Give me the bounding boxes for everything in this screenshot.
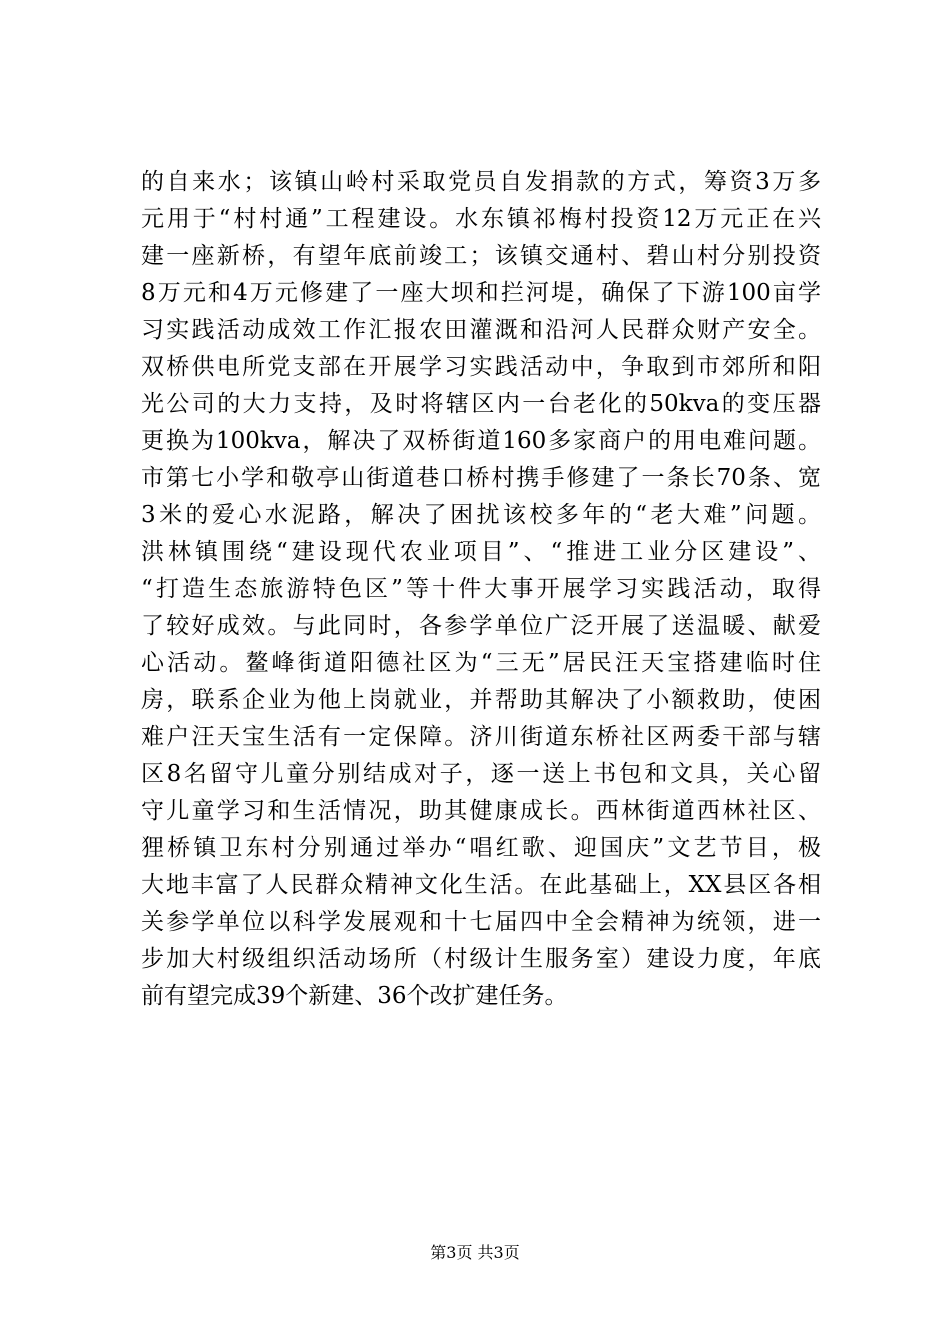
text-line: 前有望完成39个新建、36个改扩建任务。 xyxy=(141,983,568,1009)
text-line: 双桥供电所党支部在开展学习实践活动中，争取到市郊所和阳 xyxy=(141,354,821,380)
text-line: 房，联系企业为他上岗就业，并帮助其解决了小额救助，使困 xyxy=(141,687,821,713)
text-line: 3米的爱心水泥路，解决了困扰该校多年的“老大难”问题。 xyxy=(141,502,821,528)
text-line: 习实践活动成效工作汇报农田灌溉和沿河人民群众财产安全。 xyxy=(141,317,821,343)
text-line: 建一座新桥，有望年底前竣工；该镇交通村、碧山村分别投资 xyxy=(141,243,821,269)
page-number-footer: 第3页 共3页 xyxy=(430,1243,520,1262)
text-line: 市第七小学和敬亭山街道巷口桥村携手修建了一条长70条、宽 xyxy=(141,465,821,491)
text-line: 难户汪天宝生活有一定保障。济川街道东桥社区两委干部与辖 xyxy=(141,724,821,750)
text-line: 洪林镇围绕“建设现代农业项目”、“推进工业分区建设”、 xyxy=(141,539,821,565)
text-line: 守儿童学习和生活情况，助其健康成长。西林街道西林社区、 xyxy=(141,798,821,824)
text-line: 了较好成效。与此同时，各参学单位广泛开展了送温暖、献爱 xyxy=(141,613,821,639)
text-line: 更换为100kva，解决了双桥街道160多家商户的用电难问题。 xyxy=(141,428,821,454)
text-line: 8万元和4万元修建了一座大坝和拦河堤，确保了下游100亩学 xyxy=(141,280,821,306)
text-line: 大地丰富了人民群众精神文化生活。在此基础上，XX县区各相 xyxy=(141,872,821,898)
text-line: “打造生态旅游特色区”等十件大事开展学习实践活动，取得 xyxy=(141,576,821,602)
text-line: 的自来水；该镇山岭村采取党员自发捐款的方式，筹资3万多 xyxy=(141,169,821,195)
text-line: 元用于“村村通”工程建设。水东镇祁梅村投资12万元正在兴 xyxy=(141,206,821,232)
text-line: 步加大村级组织活动场所（村级计生服务室）建设力度，年底 xyxy=(141,946,821,972)
text-line: 心活动。鳌峰街道阳德社区为“三无”居民汪天宝搭建临时住 xyxy=(141,650,821,676)
text-line: 光公司的大力支持，及时将辖区内一台老化的50kva的变压器 xyxy=(141,391,821,417)
body-text xyxy=(141,164,821,1015)
text-line: 狸桥镇卫东村分别通过举办“唱红歌、迎国庆”文艺节目，极 xyxy=(141,835,821,861)
text-line: 关参学单位以科学发展观和十七届四中全会精神为统领，进一 xyxy=(141,909,821,935)
text-line: 区8名留守儿童分别结成对子，逐一送上书包和文具，关心留 xyxy=(141,761,821,787)
